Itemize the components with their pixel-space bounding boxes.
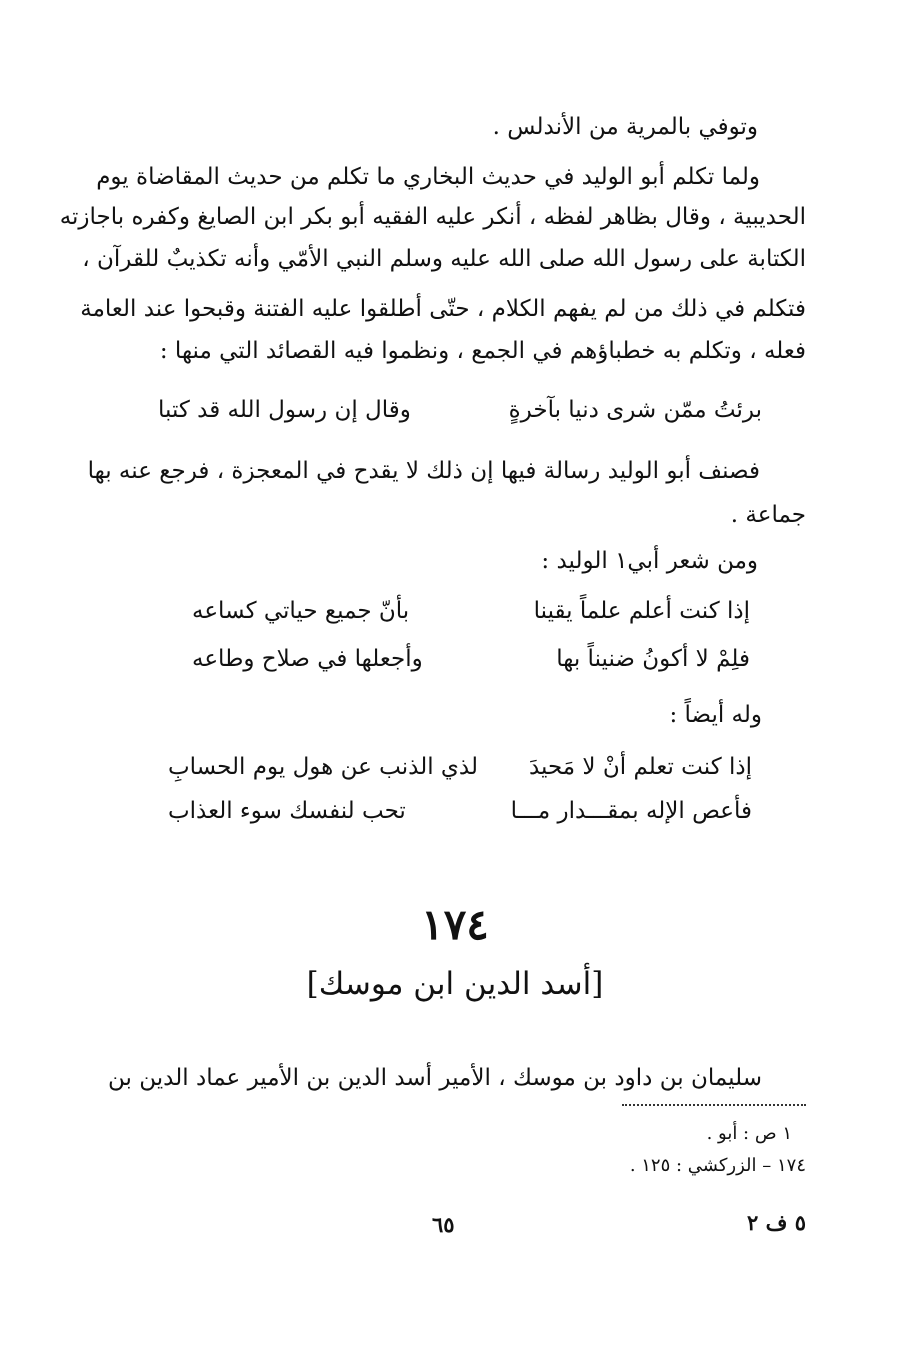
verse-second-hemistich: وقال إن رسول الله قد كتبا	[158, 397, 411, 423]
verse-first-hemistich: فلِمْ لا أكونُ ضنيناً بها	[556, 646, 750, 672]
footnote-divider	[622, 1104, 806, 1106]
text-line: فتكلم في ذلك من لم يفهم الكلام ، حتّى أطلقوا عليه الفتنة وقبحوا عند العامة	[80, 296, 806, 322]
verse-first-hemistich: إذا كنت تعلم أنْ لا مَحيدَ	[528, 754, 752, 780]
text-line: الكتابة على رسول الله صلى الله عليه وسلم النبي الأمّي وأنه تكذيبٌ للقرآن ،	[82, 246, 806, 272]
page-number: ٦٥	[432, 1212, 455, 1237]
text-line: فصنف أبو الوليد رسالة فيها إن ذلك لا يقدح في المعجزة ، فرجع عنه بها	[87, 458, 760, 484]
text-line: فعله ، وتكلم به خطباؤهم في الجمع ، ونظموا فيه القصائد التي منها :	[159, 338, 806, 364]
text-line: ولما تكلم أبو الوليد في حديث البخاري ما تكلم من حديث المقاضاة يوم	[96, 164, 760, 190]
text-line: جماعة .	[730, 502, 806, 528]
footnote: ١ ص : أبو .	[706, 1123, 792, 1144]
verse-second-hemistich: لذي الذنب عن هول يوم الحسابِ	[168, 754, 478, 780]
text-line: وتوفي بالمرية من الأندلس .	[492, 114, 758, 140]
text-line: الحديبية ، وقال بظاهر لفظه ، أنكر عليه الفقيه أبو بكر ابن الصايغ وكفره باجازته	[59, 204, 806, 230]
poetry-intro: ومن شعر أبي١ الوليد :	[541, 548, 758, 574]
verse-first-hemistich: فأعص الإله بمقـــدار مـــا	[510, 798, 752, 824]
verse-second-hemistich: بأنّ جميع حياتي كساعه	[192, 598, 410, 624]
verse-first-hemistich: إذا كنت أعلم علماً يقينا	[533, 598, 750, 624]
text-line: سليمان بن داود بن موسك ، الأمير أسد الدين بن الأمير عماد الدين بن	[108, 1065, 762, 1091]
verse-second-hemistich: تحب لنفسك سوء العذاب	[168, 798, 406, 824]
entry-title: [أسد الدين ابن موسك]	[306, 966, 604, 1002]
printer-signature: ٥ ف ٢	[747, 1210, 806, 1235]
verse-first-hemistich: برئتُ ممّن شرى دنيا بآخرةٍ	[508, 397, 762, 423]
entry-number: ١٧٤	[421, 900, 489, 949]
verse-second-hemistich: وأجعلها في صلاح وطاعه	[192, 646, 423, 672]
poetry-intro: وله أيضاً :	[669, 702, 762, 728]
footnote: ١٧٤ – الزركشي : ١٢٥ .	[629, 1155, 806, 1176]
